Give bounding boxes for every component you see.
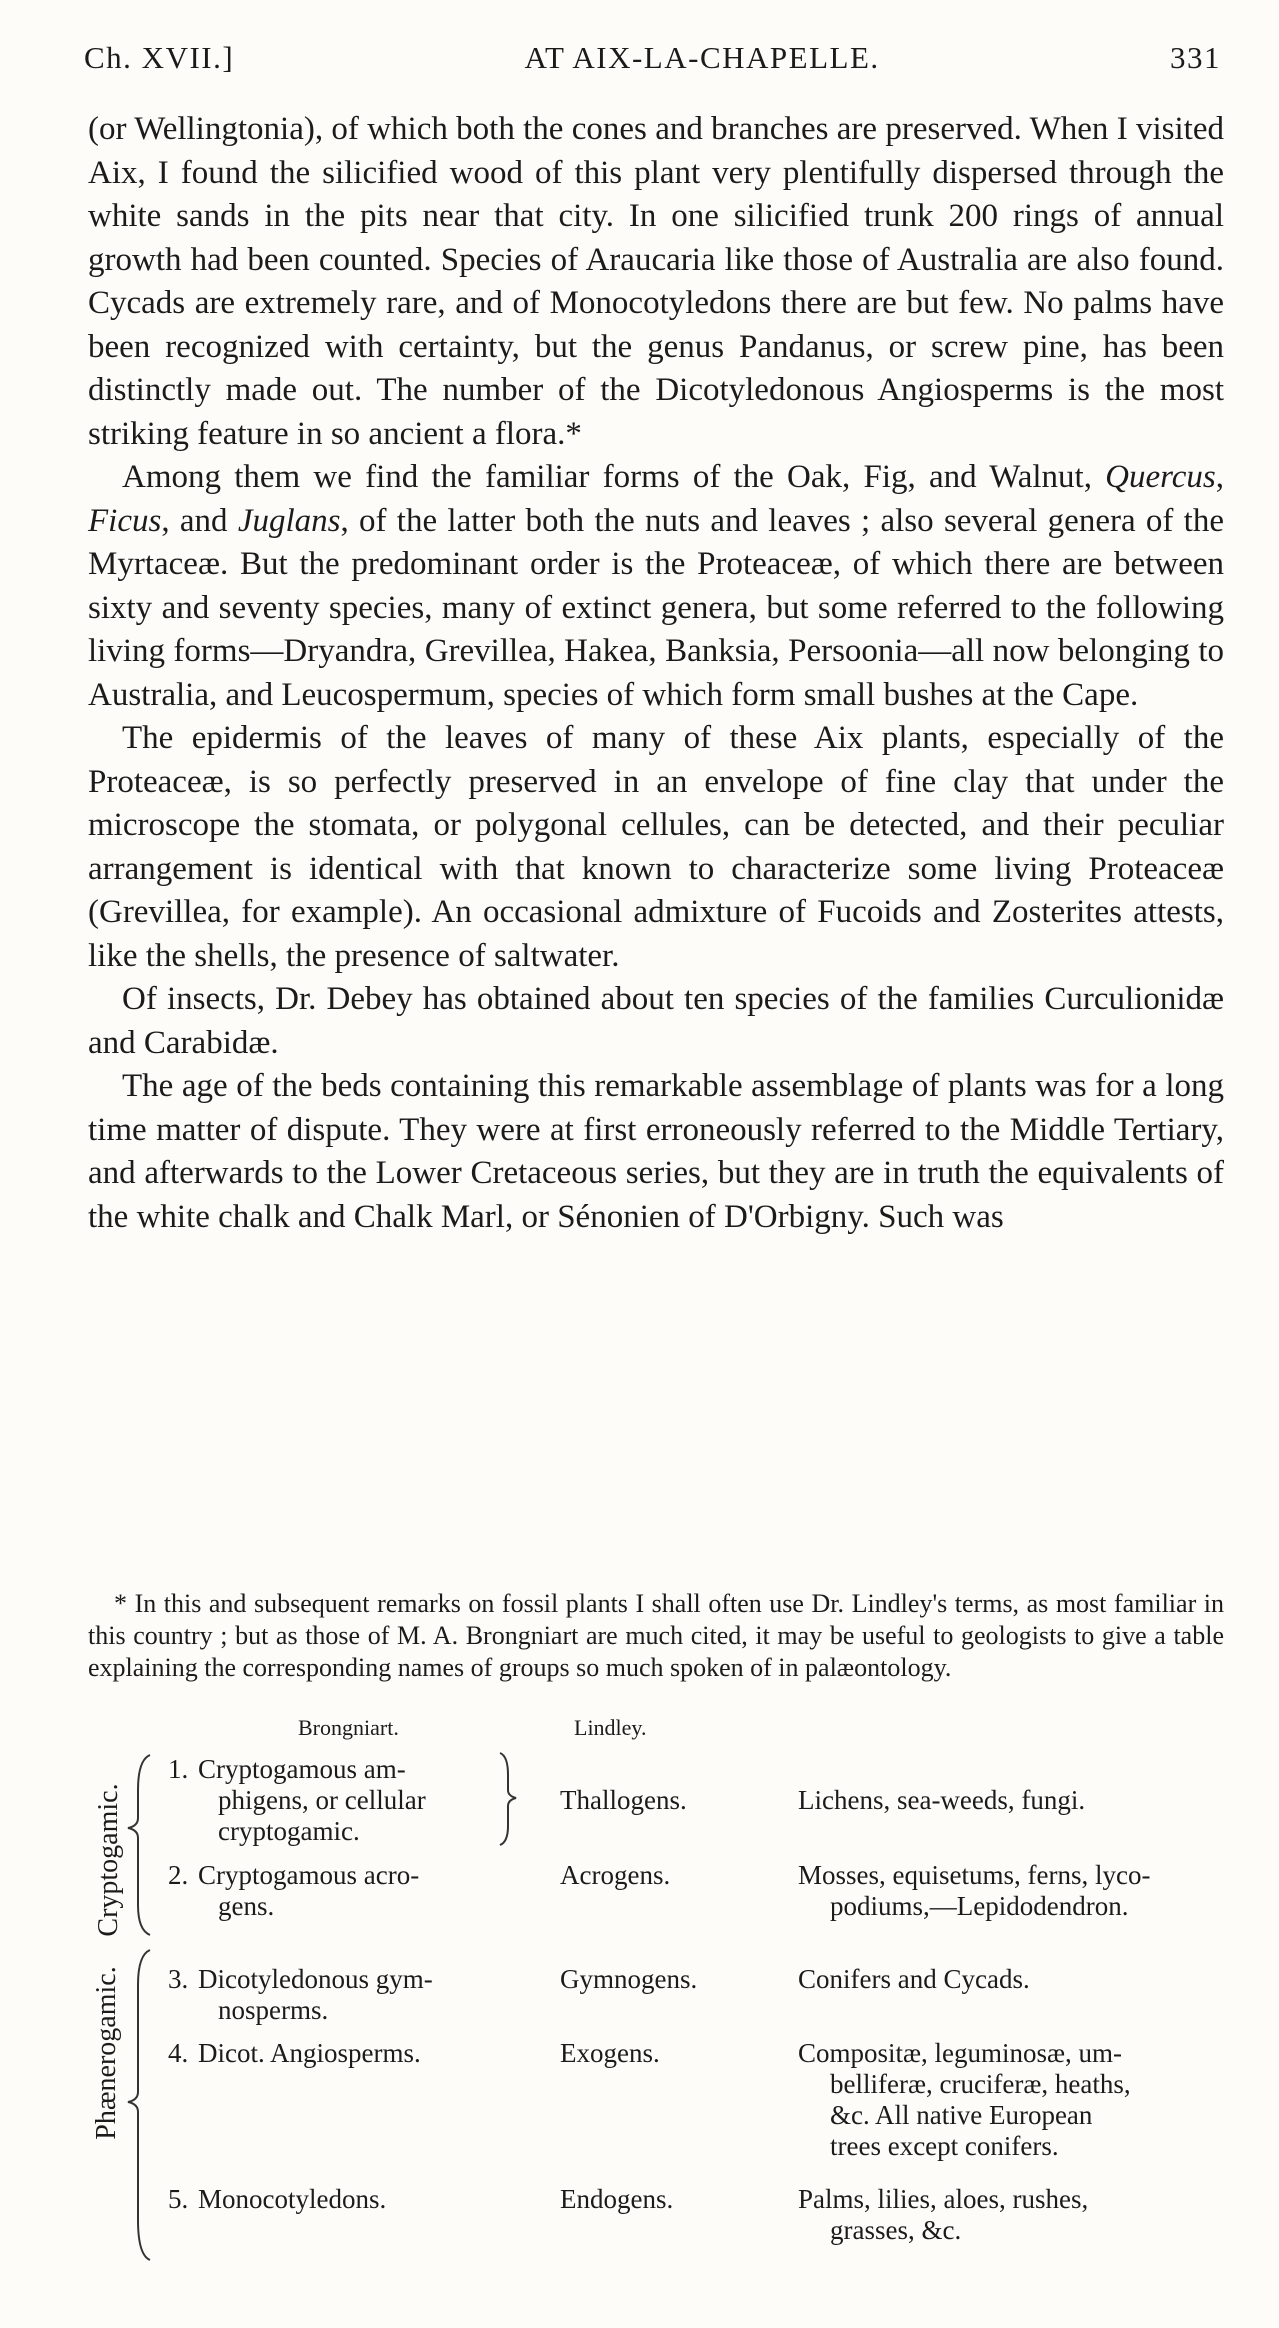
running-title: AT AIX-LA-CHAPELLE. xyxy=(524,40,880,75)
row-2-brongniart-line-1: Cryptogamous acro- xyxy=(198,1860,420,1890)
footnote-text: In this and subsequent remarks on fossil plants I shall often use Dr. Lindley's terms, as most familiar in this country ; but as those of M. A. Brongniart are much cited, it may be useful to geologists to give a table explaining the corresponding names of groups so much spoken of in palæontology. xyxy=(88,1589,1225,1682)
row-1-brongniart-line-3: cryptogamic. xyxy=(218,1816,360,1846)
brace-cryptogamic xyxy=(128,1755,150,1935)
row-4-examples-line-2: belliferæ, cruciferæ, heaths, xyxy=(830,2069,1131,2099)
row-3-brongniart-line-2: nosperms. xyxy=(218,1995,329,2025)
paragraph-3: The epidermis of the leaves of many of these Aix plants, especially of the Proteaceæ, is so perfectly preserved in an envelope of fine clay that under the microscope the stomata, or polygonal cellules, can be detected, and their peculiar arrangement is identical with that known to characterize some living Proteaceæ (Grevillea, for example). An occasional admixture of Fucoids and Zosterites attests, like the shells, the presence of saltwater. xyxy=(88,720,1224,974)
row-4-examples-line-3: &c. All native European xyxy=(830,2100,1093,2130)
row-3-lindley: Gymnogens. xyxy=(560,1964,698,1994)
paragraph-2-text-b: , of the latter both the nuts and leaves ; also several genera of the Myrtaceæ. But the predominant order is the Proteaceæ, of which there are between sixty and seventy species, many of extinct genera, but some referred to the following living forms—Dryandra, Grevillea, Hakea, Banksia, Persoonia—all now belonging to Australia, and Leucospermum, species of which form small bushes at the Cape. xyxy=(88,502,1224,713)
paragraph-5: The age of the beds containing this remarkable assemblage of plants was for a long time matter of dispute. They were at first erroneously referred to the Middle Tertiary, and afterwards to the Lower Cretaceous series, but they are in truth the equivalents of the white chalk and Chalk Marl, or Sénonien of D'Orbigny. Such was xyxy=(88,1068,1224,1235)
row-3-examples-line-1: Conifers and Cycads. xyxy=(798,1964,1030,1994)
brace-phaenerogamic xyxy=(128,1950,150,2260)
row-1-lindley: Thallogens. xyxy=(560,1785,687,1815)
row-4-number: 4. xyxy=(168,2038,189,2068)
row-2-examples-line-2: podiums,—Lepidodendron. xyxy=(830,1891,1129,1921)
row-3-brongniart-line-1: Dicotyledonous gym- xyxy=(198,1964,433,1994)
row-4-examples-line-1: Compositæ, leguminosæ, um- xyxy=(798,2038,1123,2068)
genus-juglans: Juglans xyxy=(237,502,341,539)
row-5-lindley: Endogens. xyxy=(560,2184,674,2214)
paragraph-2-sep-1: , xyxy=(1215,459,1224,495)
row-5-brongniart-line-1: Monocotyledons. xyxy=(198,2184,387,2214)
row-2-number: 2. xyxy=(168,1860,189,1890)
group-label-cryptogamic: Cryptogamic. xyxy=(93,1783,124,1937)
paragraph-4: Of insects, Dr. Debey has obtained about ten species of the families Curculionidæ and Carabidæ. xyxy=(88,981,1224,1061)
column-header-lindley: Lindley. xyxy=(574,1715,647,1740)
row-2-brongniart-line-2: gens. xyxy=(218,1891,275,1921)
brace-row-1 xyxy=(500,1753,516,1845)
footnote-marker: * xyxy=(114,1589,127,1618)
row-5-examples-line-1: Palms, lilies, aloes, rushes, xyxy=(798,2184,1089,2214)
genus-quercus: Quercus xyxy=(1105,459,1216,495)
column-header-brongniart: Brongniart. xyxy=(298,1715,399,1740)
row-1-brongniart-line-2: phigens, or cellular xyxy=(218,1785,426,1815)
group-label-phaenerogamic: Phænerogamic. xyxy=(91,1966,122,2140)
row-5-number: 5. xyxy=(168,2184,189,2214)
row-5-examples-line-2: grasses, &c. xyxy=(830,2215,962,2245)
page-number: 331 xyxy=(1169,40,1221,75)
row-3-number: 3. xyxy=(168,1964,189,1994)
genus-ficus: Ficus xyxy=(88,502,162,539)
row-1-examples-line-1: Lichens, sea-weeds, fungi. xyxy=(798,1785,1086,1815)
row-2-lindley: Acrogens. xyxy=(560,1860,671,1890)
paragraph-1: (or Wellingtonia), of which both the cones and branches are preserved. When I visited Aix, I found the silicified wood of this plant very plentifully dispersed through the white sands in the pits near that city. In one silicified trunk 200 rings of annual growth had been counted. Species of Araucaria like those of Australia are also found. Cycads are extremely rare, and of Monocotyledons there are but few. No palms have been recognized with certainty, but the genus Pandanus, or screw pine, has been distinctly made out. The number of the Dicotyledonous Angiosperms is the most striking feature in so ancient a flora.* xyxy=(88,111,1224,452)
row-4-brongniart-line-1: Dicot. Angiosperms. xyxy=(198,2038,421,2068)
row-1-number: 1. xyxy=(168,1754,189,1784)
row-2-examples-line-1: Mosses, equisetums, ferns, lyco- xyxy=(798,1860,1151,1890)
paragraph-2-sep-2: , and xyxy=(161,502,238,539)
row-4-lindley: Exogens. xyxy=(560,2038,660,2068)
row-4-examples-line-4: trees except conifers. xyxy=(830,2131,1059,2161)
paragraph-2-text-a: Among them we find the familiar forms of the Oak, Fig, and Walnut, xyxy=(122,459,1106,495)
chapter-label: Ch. XVII.] xyxy=(84,40,235,75)
row-1-brongniart-line-1: Cryptogamous am- xyxy=(198,1754,406,1784)
